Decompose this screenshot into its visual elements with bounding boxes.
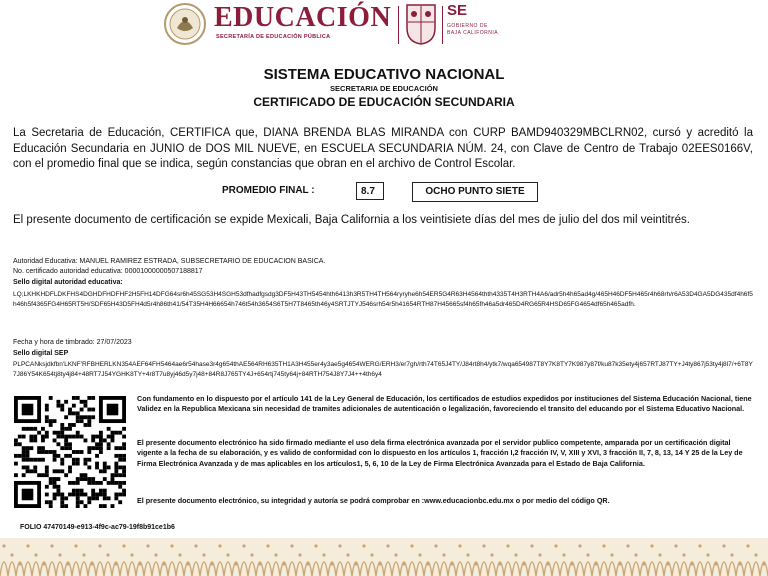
certificate-title: CERTIFICADO DE EDUCACIÓN SECUNDARIA — [253, 95, 515, 109]
system-title: SISTEMA EDUCATIVO NACIONAL — [263, 66, 505, 83]
seal-value: LQ;LKHKHDFLDKFHS4DGHDFHDFHF2H5FH14DFG64sr6h45SG53H4SGH53dfhadfgsdg3DF5H43TH5454hth6413h3R5TH4TH564ryryhe6h54ER5G4R63H4564thth4335T4H3RTH4A6/adr5h4h65ad4g/465H46DF5H465r4h68rh/r6A53D4GA5DG435df4h6f5h46h5f4365FG4H65RT5H/SDF65H43D5FH4d5r4h86th41/54T35H4H66654h746t54h3654S6T5H7T8465th46y4SRTJTYJ546srh54r5h41654RTH87H45665sf4h65fh46a5dr465D4RG65R4HSD65FG4654df65h465adfh. — [13, 291, 753, 308]
decorative-border — [0, 538, 768, 576]
cert-number: No. certificado autoridad educativa: 00001000000507188817 — [13, 268, 203, 275]
state-code: SE — [447, 2, 468, 19]
state-line-1: GOBIERNO DE — [447, 23, 488, 29]
header-divider — [398, 6, 399, 44]
folio: FOLIO 47470149-e913-4f9c-ac79-19f8b91ce1b6 — [20, 524, 175, 531]
state-emblem-icon — [404, 2, 438, 46]
brand-title: EDUCACIÓN — [214, 2, 392, 33]
sep-seal-label: Sello digital SEP — [13, 350, 69, 357]
promedio-value: 8.7 — [356, 182, 384, 200]
promedio-label: PROMEDIO FINAL : — [222, 185, 315, 196]
seal-label: Sello digital autoridad educativa: — [13, 279, 123, 286]
national-seal-icon — [163, 2, 207, 46]
qr-code-icon[interactable] — [14, 396, 126, 508]
header — [0, 0, 768, 50]
authority-line: Autoridad Educativa: MANUEL RAMIREZ ESTRADA, SUBSECRETARIO DE EDUCACION BASICA. — [13, 258, 326, 265]
timestamp: Fecha y hora de timbrado: 27/07/2023 — [13, 339, 132, 346]
sep-seal-value: PLPCANksjdkfbn'LKNF'RFBHERLKN354AEF64FH5464ae6r54hase3r4g654thAE564RH635TH1A3H455er4y3ae5g4654WERG/ERH3/er7gh/rth74T65J4TY/J84rt8h4/ytk7/wqa654987T8Y7K8TY7K987y87f/ku87k35ety4j657RTJ87TY+J4ty867j53ty4j8l7/+6T8Y7J86Y54K654tj8ty4j84+48RT7J54YGHK8TY+4r8T7u8yj46d5y7j48+84R8J765TY4J+654rtj745ty64j+84RTH754J8Y7J4++4th6y4 — [13, 361, 753, 378]
legal-paragraph-3: El presente documento electrónico, su integridad y autoría se podrá comprobar en :www.educacionbc.edu.mx o por medio del código QR. — [137, 496, 610, 505]
state-line-2: BAJA CALIFORNIA — [447, 30, 499, 36]
certification-paragraph: La Secretaria de Educación, CERTIFICA que, DIANA BRENDA BLAS MIRANDA con CURP BAMD940329MBCLRN02, cursó y acreditó la Educación Secundaria en JUNIO de DOS MIL NUEVE, en ESCUELA SECUNDARIA NÚM. 24, con Clave de Centro de Trabajo 02EES0166V, con el promedio final que se indica, según constancias que obran en el archivo de Control Escolar. — [13, 127, 753, 170]
promedio-text: OCHO PUNTO SIETE — [412, 182, 538, 202]
legal-paragraph-2: El presente documento electrónico ha sido firmado mediante el uso dela firma electrónica avanzada por el servidor publico competente, amparada por un certificación digital vigente a la fecha de su elaboración, y es valido de conformidad con lo dispuesto en los artículos 1, fracción I,2 fracción IV, V, XIII y XVI, 3 fracción II, 7, 8, 13, 14 Y 25 de la Ley de Firma Electrónica Avanzada y de mas aplicables en los artículos1, 5, 6, 10 de la Ley de Firma Electrónica Avanzada para el Estado de Baja California. — [137, 438, 743, 468]
header-divider-2 — [442, 6, 443, 44]
legal-paragraph-1: Con fundamento en lo dispuesto por el artículo 141 de la Ley General de Educación, los certificados de estudios expedidos por instituciones del Sistema Educación Nacional, tiene Validez en la Republica Mexicana sin necesidad de tramites adicionales de autenticación o legalización, favoreciendo el transito del educando por el Sistema Educativo Nacional. — [137, 394, 752, 414]
issue-paragraph: El presente documento de certificación se expide Mexicali, Baja California a los veintisiete días del mes de julio del dos mil veintitrés. — [13, 214, 690, 226]
secretaria-title: SECRETARIA DE EDUCACIÓN — [330, 84, 438, 93]
brand-subtitle: SECRETARÍA DE EDUCACIÓN PÚBLICA — [216, 34, 331, 40]
